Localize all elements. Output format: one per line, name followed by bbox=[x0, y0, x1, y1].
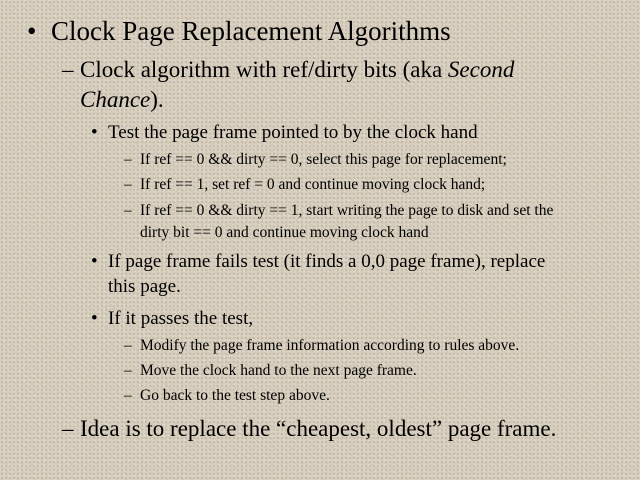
sub1-item3-line1: If ref == 0 && dirty == 1, start writing the page to disk and set the bbox=[140, 202, 554, 219]
sub1-item1-bullet: – bbox=[124, 151, 132, 168]
title-bullet: • bbox=[27, 16, 37, 46]
sub1-item3-bullet: – bbox=[124, 202, 132, 219]
sub3-item2: Move the clock hand to the next page frame. bbox=[140, 362, 417, 379]
sub3-bullet: • bbox=[91, 308, 98, 329]
point1-text: Clock algorithm with ref/dirty bits (aka bbox=[80, 57, 448, 82]
point2-text: Idea is to replace the “cheapest, oldest” page frame. bbox=[80, 416, 557, 441]
slide-title: Clock Page Replacement Algorithms bbox=[51, 16, 451, 46]
sub2-bullet: • bbox=[91, 251, 98, 272]
sub1-item2-bullet: – bbox=[124, 176, 132, 193]
sub3-item2-bullet: – bbox=[124, 362, 132, 379]
sub1-bullet: • bbox=[91, 122, 98, 143]
point1-italic-1: Second bbox=[447, 57, 515, 82]
point1-text-end: ). bbox=[150, 87, 164, 112]
sub1-item1: If ref == 0 && dirty == 0, select this page for replacement; bbox=[140, 151, 507, 168]
point1-line1 bbox=[80, 57, 514, 83]
sub3-item1: Modify the page frame information according to rules above. bbox=[140, 337, 520, 354]
point1-italic-2: Chance bbox=[80, 87, 151, 112]
point2-bullet: – bbox=[62, 416, 74, 441]
sub3-text: If it passes the test, bbox=[108, 308, 254, 329]
sub2-line2: this page. bbox=[108, 276, 181, 297]
sub1-text: Test the page frame pointed to by the clock hand bbox=[108, 122, 478, 143]
point1-bullet: – bbox=[62, 57, 74, 82]
sub3-item3-bullet: – bbox=[124, 387, 132, 404]
sub1-item2: If ref == 1, set ref = 0 and continue moving clock hand; bbox=[140, 176, 486, 193]
sub3-item3: Go back to the test step above. bbox=[140, 387, 330, 404]
point1-line2 bbox=[80, 87, 164, 113]
sub3-item1-bullet: – bbox=[124, 337, 132, 354]
sub1-item3-line2: dirty bit == 0 and continue moving clock hand bbox=[140, 224, 429, 241]
sub2-line1: If page frame fails test (it finds a 0,0 page frame), replace bbox=[108, 251, 546, 272]
